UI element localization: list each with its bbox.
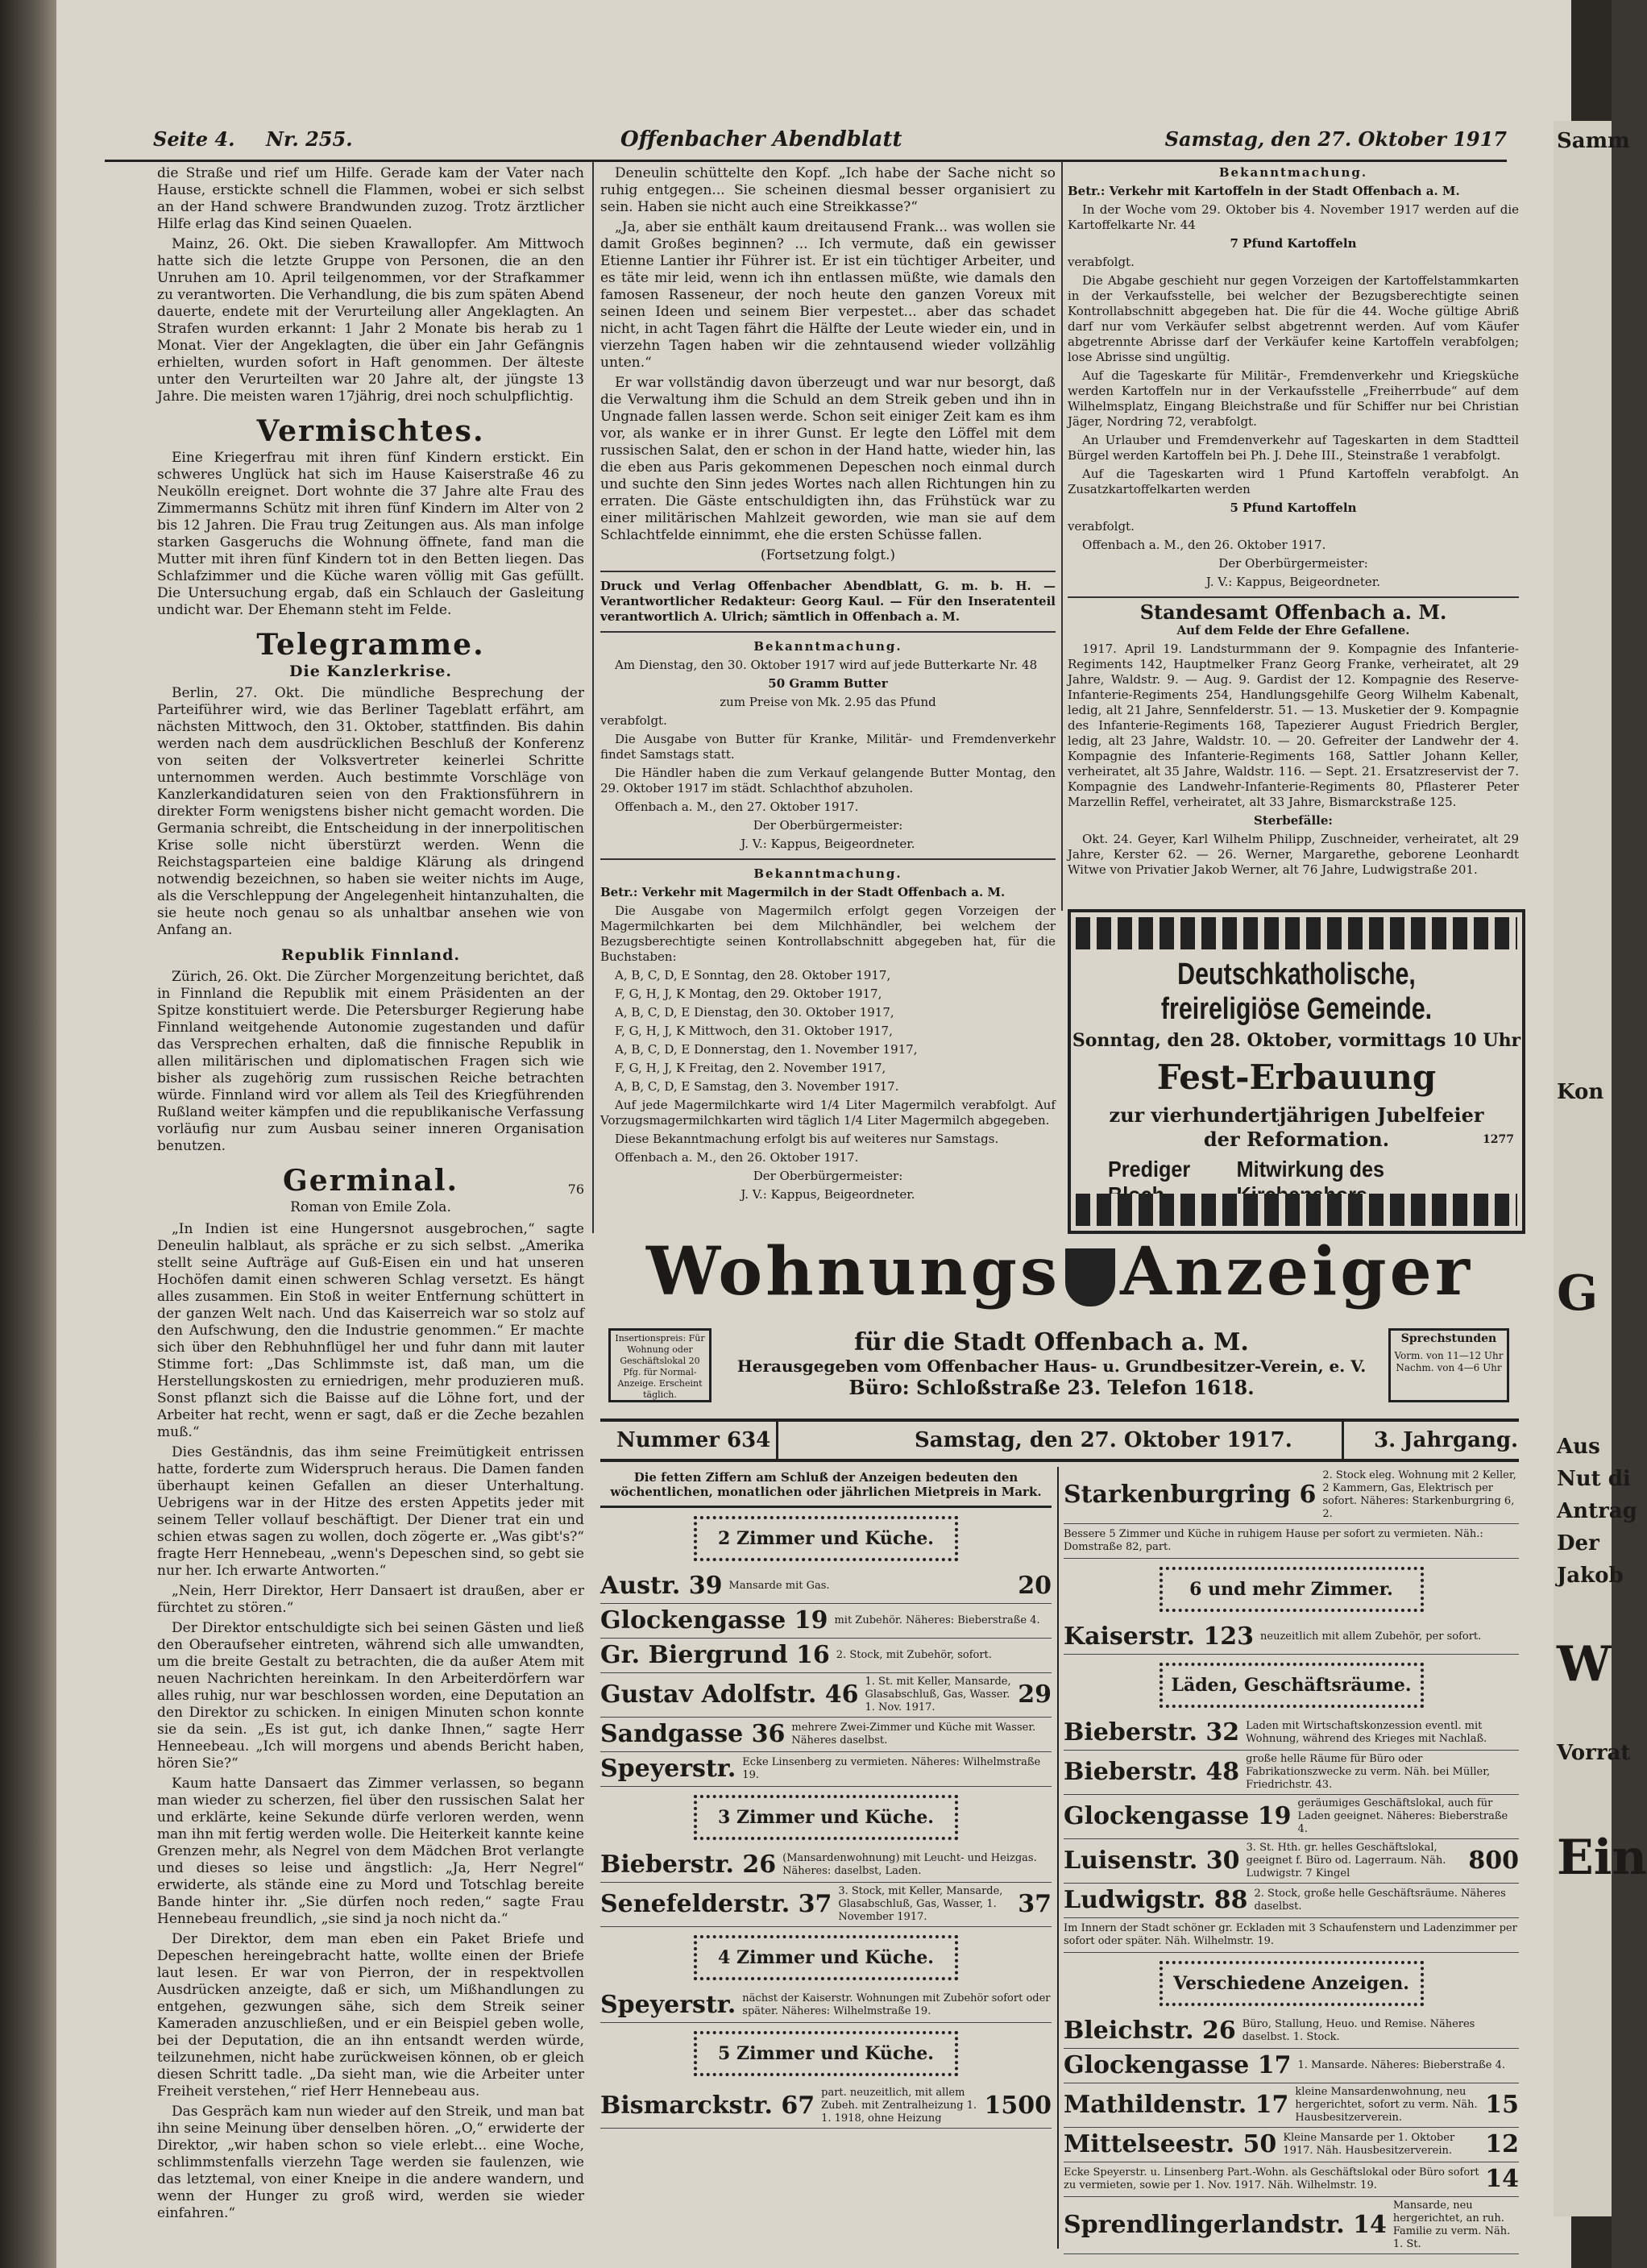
section-title-telegramme: Telegramme. [256,628,485,662]
ad-street: Bismarckstr. 67 [600,2091,815,2120]
standesamt-title: Standesamt Offenbach a. M. [1139,600,1447,624]
notice-subject: Betr.: Verkehr mit Kartoffeln in der Stadt Offenbach a. M. [1068,184,1460,198]
classified-ad [1064,1839,1519,1884]
adjacent-line: Jakob [1557,1564,1624,1588]
notice-text: verabfolgt. [1068,255,1135,269]
notice-signature: Der Oberbürgermeister: [753,818,903,833]
notice-price: zum Preise von Mk. 2.95 das Pfund [720,695,936,709]
classified-ad [1064,2162,1519,2197]
category-misc: Verschiedene Anzeigen. [1160,1961,1424,2006]
notice-day: F, G, H, J, K Freitag, den 2. November 1917, [615,1061,886,1075]
section-title-germinal: Germinal. [282,1164,459,1198]
notice-signature: Der Oberbürgermeister: [753,1169,903,1183]
classified-ad [1064,2014,1519,2049]
standesamt-text: 1917. April 19. Landsturmmann der 9. Kompagnie des Infanterie-Regiments 142, Hauptmelker Franz Georg Franke, verheiratet, alt 29 Jahre, Waldstr. 9. — Aug. 9. Gardist der 12. Kompagnie des Reserve-Infanterie-Regiments 254, Handlungsgehilfe Georg Wilhelm Kabenalt, ledig, alt 21 Jahre, Sennfelderstr. 51. — 13. Musketier der 9. Kompagnie des Infanterie-Regiments 168, Tapezierer August Friedrich Bergler, ledig, alt 23 Jahre, Waldstr. 10. — 20. Gefreiter der Landwehr der 4. Kompagnie des Infanterie-Regiments 168, Sattler Johann Keller, verheiratet, alt 35 Jahre, Waldstr. 116. — Sept. 21. Ersatzreservist der 7. Kompagnie des Landwehr-Infanterie-Regiments 80, Pflasterer Peter Marzellin Reffel, verheiratet, alt 33 Jahre, Bismarckstraße 125. [1068,642,1519,809]
notice-amount: 5 Pfund Kartoffeln [1230,501,1357,515]
ad-text: 2. Stock, mit Zubehör, sofort. [836,1649,992,1661]
anzeiger-publisher: Herausgegeben vom Offenbacher Haus- u. Grundbesitzer-Verein, e. V. [736,1356,1367,1376]
article-text: Mainz, 26. Okt. Die sieben Krawallopfer. Am Mittwoch hatte sich die letzte Gruppe von Personen, die an den Unruhen am 10. April teilgenommen, vor der Strafkammer zu verantworten. Die Verhandlung, die bis zum späten Abend dauerte, endete mit der Verurteilung aller Angeklagten. An Strafen wurden erkannt: 1 Jahr 2 Monate bis herab zu 1 Monat. Vier der Angeklagten, die über ein Jahr Gefängnis erhielten, wurden sofort in Haft genommen. Der älteste unter den Verurteilten war 20 Jahre alt, der jüngste 13 Jahre. Die meisten waren 17jährig, drei noch schulpflichtig. [157,236,584,405]
serial-author: Roman von Emile Zola. [290,1199,451,1215]
ad-price: 37 [1018,1890,1052,1918]
classified-ad [1064,2197,1519,2254]
classified-ad [1064,2083,1519,2128]
classified-ad [1064,1795,1519,1839]
page-header [105,121,1507,162]
category-6-rooms: 6 und mehr Zimmer. [1160,1567,1424,1612]
church-line: zur vierhundertjährigen Jubelfeier [1109,1103,1484,1127]
classified-ad [1064,1751,1519,1795]
adjacent-line: Der [1557,1531,1599,1556]
classified-ad [600,1673,1052,1718]
issue-bar [600,1419,1519,1462]
classified-ad [1064,1716,1519,1751]
ad-street: Gustav Adolfstr. 46 [600,1680,859,1709]
ads-right [1064,1467,1519,2254]
ad-street: Starkenburgring 6 [1064,1481,1317,1509]
notice-place: Offenbach a. M., den 26. Oktober 1917. [1082,538,1326,552]
adjacent-line: G [1557,1265,1599,1322]
church-preacher: Prediger [1108,1157,1191,1182]
classified-ad [600,1639,1052,1673]
ad-text: 3. Stock, mit Keller, Mansarde, Glasabschluß, Gas, Wasser, 1. November 1917. [838,1885,1003,1923]
classified-ad [600,1752,1052,1787]
ads-note: Die fetten Ziffern am Schluß der Anzeigen bedeuten den wöchentlichen, monatlichen oder jährlichen Mietpreis in Mark. [600,1467,1052,1508]
ad-street: Kaiserstr. 123 [1064,1622,1255,1651]
notice-day: A, B, C, D, E Sonntag, den 28. Oktober 1917, [615,968,891,982]
notice-signature: J. V.: Kappus, Beigeordneter. [741,1187,915,1202]
article-text: Zürich, 26. Okt. Die Zürcher Morgenzeitung berichtet, daß in Finnland die Republik mit einem Präsidenten an der Spitze konstituiert werde. Die Petersburger Regierung habe Finnland weitgehende Autonomie zugestanden und dafür das Versprechen erhalten, daß die finnische Republik in allen militärischen und diplomatischen Fragen sich wie bisher als zugehörig zum russischen Reiche betrachten würde. Finnland wird vor allem als Teil des Kriegführenden Rußland weiter kämpfen und die republikanische Verfassung vorläufig nur zum Ausbau seiner inneren Organisation benutzen. [157,969,584,1154]
ad-group [1064,1467,1519,1559]
article-text: Dies Geständnis, das ihm seine Freimütigkeit entrissen hatte, forderte zum Widerspruch heraus. Die Damen fanden überhaupt keinen Gefallen an dieser Unterhaltung. Uebrigens war in der Hitze des ersten Appetits jeder mit seinem Teller vollauf beschäftigt. Der Diener trat ein und schien etwas sagen zu wollen, doch zögerte er. „Was gibt's?“ fragte Herr Hennebeau, „wenn's Depeschen sind, so gebt sie nur her. Ich erwarte Antworten.“ [157,1444,584,1579]
office-hours-text: Vorm. von 11—12 Uhr Nachm. von 4—6 Uhr [1394,1350,1504,1373]
church-line: der Reformation. [1203,1128,1390,1151]
ad-text: große helle Räume für Büro oder Fabrikationszwecke zu verm. Näh. bei Müller, Friedrichstr. 43. [1246,1753,1491,1791]
ad-price: 1500 [984,2091,1052,2120]
office-hours-title: Sprechstunden [1400,1332,1497,1345]
adjacent-line: W [1557,1636,1612,1693]
ad-text: part. neuzeitlich, mit allem Zubeh. mit Zentralheizung 1. 1. 1918, ohne Heizung [821,2087,977,2125]
ad-street: Bieberstr. 32 [1064,1718,1240,1747]
column-middle [600,165,1056,1225]
anzeiger-subtitle: für die Stadt Offenbach a. M. [854,1328,1249,1356]
category-3-rooms: 3 Zimmer und Küche. [694,1795,958,1840]
ad-text: Ecke Linsenberg zu vermieten. Näheres: Wilhelmstraße 19. [742,1756,1041,1781]
adjacent-page-fragment [1554,121,1647,2216]
standesamt-subtitle: Auf dem Felde der Ehre Gefallene. [1176,623,1410,638]
divider [600,631,1056,633]
ad-price: 14 [1485,2165,1519,2193]
ad-street: Glockengasse 17 [1064,2051,1292,2079]
column-left [157,165,584,2245]
ornament-band [1076,1194,1517,1226]
classified-ad [1064,1620,1519,1655]
issue-year: 3. Jahrgang. [1374,1428,1519,1452]
notice-day: F, G, H, J, K Montag, den 29. Oktober 1917, [615,987,882,1001]
ad-group [600,1988,1052,2023]
ad-street: Gr. Biergrund 16 [600,1641,830,1669]
ad-street: Senefelderstr. 37 [600,1890,832,1918]
article-text: Kaum hatte Dansaert das Zimmer verlassen, so begann man wieder zu scherzen, fiel über den russischen Salat her und erklärte, keine Sekunde dürfe verloren werden, wenn man ihn mit fertig werden wolle. Die Heiterkeit kannte keine Grenzen mehr, als Negrel von dem Mädchen Brot verlangte und dieses so leise und ängstlich: „Ja, Herr Negrel“ erwiderte, als stände eine zu Mord und Totschlag bereite Bande hinter ihr. „Sie dürfen noch reden,“ sagte Frau Hennebeau freundlich, „sie sind ja noch nicht da.“ [157,1776,584,1927]
notice-amount: 7 Pfund Kartoffeln [1230,236,1357,251]
ad-street: Ludwigstr. 88 [1064,1886,1248,1914]
notice-day: A, B, C, D, E Samstag, den 3. November 1917. [615,1079,899,1094]
ad-text: 2. Stock, große helle Geschäftsräume. Näheres daselbst. [1254,1888,1506,1913]
ad-street: Austr. 39 [600,1572,723,1600]
notice-text: Auf die Tageskarte für Militär-, Fremdenverkehr und Kriegsküche werden Kartoffeln nur in der Verkaufsstelle „Freiherrbude“ auf dem Wilhelmsplatz, Eingang Bleichstraße und für Schiffer nur bei Christian Jäger, Nordring 72, verabfolgt. [1068,368,1519,429]
ad-text: Büro, Stallung, Heuo. und Remise. Näheres daselbst. 1. Stock. [1242,2018,1475,2043]
divider [600,571,1056,572]
article-text: Der Direktor, dem man eben ein Paket Briefe und Depeschen hereingebracht hatte, wollte einen der Briefe laut lesen. Er war von Pierron, der in respektvollen Ausdrücken anzeigte, daß er sich, um Mißhandlungen zu entgehen, gezwungen sähe, sich dem Streik seiner Kameraden anzuschließen, und er ein Beispiel geben wolle, bei der Deputation, die an ihn entsandt werden würde, teilzunehmen, nicht habe zurückweisen können, ob er gleich diesen Schritt tadle. „Da sieht man, wie die Arbeiter unter Freiheit verstehen,“ rief Herr Hennebeau aus. [157,1931,584,2100]
ad-street: Glockengasse 19 [600,1606,828,1635]
notice-text: Diese Bekanntmachung erfolgt bis auf weiteres nur Samstags. [615,1132,999,1146]
classified-ad [600,2084,1052,2129]
church-date: Sonntag, den 28. Oktober, vormittags 10 Uhr [1072,1030,1521,1051]
notice-signature: Der Oberbürgermeister: [1218,556,1368,571]
masthead-word: Wohnungs [646,1233,1061,1311]
notice-text: In der Woche vom 29. Oktober bis 4. November 1917 werden auf die Kartoffelkarte Nr. 44 [1068,202,1519,232]
notice-place: Offenbach a. M., den 26. Oktober 1917. [615,1150,859,1165]
classified-ad [1064,1524,1519,1559]
notice-magermilch [600,866,1056,1203]
ad-text: (Mansardenwohnung) mit Leucht- und Heizgas. Näheres: daselbst, Laden. [782,1852,1037,1877]
notice-text: Die Händler haben die zum Verkauf gelangende Butter Montag, den 29. Oktober 1917 im städt. Schlachthof abzuholen. [600,766,1056,795]
classified-ad [1064,1467,1519,1524]
subsection-title: Republik Finnland. [280,946,461,964]
ad-number: 1277 [1483,1133,1514,1146]
notice-text: Die Ausgabe von Magermilch erfolgt gegen Vorzeigen der Magermilchkarten bei dem Milchhändler, bei welchem der Bezugsberechtigte seinen Kontrollabschnitt abgegeben hat, für die Buchstaben: [600,903,1056,964]
ad-group [600,1569,1052,1787]
divider [1068,596,1519,598]
notice-text: verabfolgt. [600,713,667,728]
issue-separator [776,1422,778,1459]
ad-group [1064,2014,1519,2254]
notice-day: F, G, H, J, K Mittwoch, den 31. Oktober 1917, [615,1024,893,1038]
article-text: Das Gespräch kam nun wieder auf den Streik, und man bat ihn seine Meinung über denselben hören. „O,“ erwiderte der Direktor, „wir haben schon so viele erlebt... eine Woche, schlimmstenfalls vierzehn Tage werden sie faulenzen, wie das letztemal, von einer Kneipe in die andere wandern, und wenn der Hunger zu groß wird, werden sie wieder einfahren.“ [157,2104,584,2221]
ad-street: Bleichstr. 26 [1064,2017,1236,2045]
category-2-rooms: 2 Zimmer und Küche. [694,1516,958,1561]
classified-ad [600,1988,1052,2023]
notice-place: Offenbach a. M., den 27. Oktober 1917. [615,800,859,814]
notice-title: Bekanntmachung. [753,639,902,654]
adjacent-line: Samm [1557,129,1630,153]
classified-ad [600,1718,1052,1752]
ad-street: Mittelseestr. 50 [1064,2130,1277,2158]
notice-text: Die Ausgabe von Butter für Kranke, Militär- und Fremdenverkehr findet Samstags statt. [600,732,1056,762]
ad-price: 15 [1485,2091,1519,2119]
masthead-subtitle [721,1328,1382,1399]
ad-text: 3. St. Hth. gr. helles Geschäftslokal, geeignet f. Büro od. Lagerraum. Näh. Ludwigstr. 7 Kingel [1246,1842,1446,1880]
notice-title: Bekanntmachung. [753,866,902,881]
ad-group [1064,1716,1519,1953]
church-choir: Mitwirkung des [1236,1157,1385,1182]
ad-text: nächst der Kaiserstr. Wohnungen mit Zubehör sofort oder später. Näheres: Wilhelmstraße 19. [742,1992,1051,2017]
ad-street: Luisenstr. 30 [1064,1846,1240,1875]
ad-text: kleine Mansardenwohnung, neu hergerichtet, sofort zu verm. Näh. Hausbesitzerverein. [1295,2086,1478,2124]
ad-text: Ecke Speyerstr. u. Linsenberg Part.-Wohn. als Geschäftslokal oder Büro sofort zu vermieten, sowie per 1. Nov. 1917. Näh. Wilhelmstr. 19. [1064,2166,1479,2191]
ornament-band [1076,917,1517,949]
ad-text: Laden mit Wirtschaftskonzession eventl. mit Wohnung, während des Krieges mit Nachlaß. [1246,1720,1487,1745]
ad-group [600,1848,1052,1927]
article-text: „Ja, aber sie enthält kaum dreitausend Frank... was wollen sie damit Großes beginnen? ... Ich vermute, daß ein gewisser Etienne Lantier ihr Führer ist. Er ist ein tüchtiger Arbeiter, und es täte mir leid, wenn ich ihn entlassen müßte, wie damals den famosen Rasseneur, der noch heute den ganzen Voreux mit seinen Ideen und seinem Bier verpestet... aber das schadet nicht, in acht Tagen fährt die Hälfte der Leute wieder ein, und in vierzehn Tagen haben wir die zehntausend wieder vollzählig unten.“ [600,219,1056,371]
ad-text: mit Zubehör. Näheres: Bieberstraße 4. [834,1614,1040,1626]
church-line-row [1071,1128,1522,1152]
anzeiger-office: Büro: Schloßstraße 23. Telefon 1618. [848,1376,1255,1399]
column-divider [592,161,594,1233]
notice-butter [600,639,1056,852]
notice-signature: J. V.: Kappus, Beigeordneter. [1205,575,1381,589]
article-text: Der Direktor entschuldigte sich bei seinen Gästen und ließ den Oberaufseher eintreten, während sich alle umwandten, um die breite Gestalt zu betrachten, die da außer Atem mit neuen Nachrichten hereinkam. In den Arbeiterdörfern war alles ruhig, nur war beschlossen worden, eine Deputation an den Direktor zu schicken. In einigen Minuten schon konnte sie da sein. „Es ist gut, ich danke Ihnen,“ sagte Herr Henneebeau. „Ich will morgens und abends Bericht haben, hören Sie?“ [157,1620,584,1772]
classified-ad [600,1883,1052,1927]
anzeiger-masthead [600,1233,1519,1314]
classified-ad [1064,1884,1519,1918]
ad-text: Bessere 5 Zimmer und Küche in ruhigem Hause per sofort zu vermieten. Näh.: Domstraße 82, part. [1064,1528,1483,1553]
classified-ad [1064,2128,1519,2162]
ad-street: Glockengasse 19 [1064,1802,1292,1830]
ad-street: Mathildenstr. 17 [1064,2091,1289,2119]
wohnungs-anzeiger [600,1233,1519,2257]
notice-text: Auf jede Magermilchkarte wird 1/4 Liter Magermilch verabfolgt. Auf Vorzugsmagermilchkarten wird täglich 1/4 Liter Magermilch abgegeben. [600,1098,1056,1128]
adjacent-line: Ein [1557,1830,1647,1886]
article-text: Er war vollständig davon überzeugt und war nur besorgt, daß die Verwaltung ihm die Schuld an dem Streik geben und ihn in Ungnade fallen lassen werde. Schon seit einiger Zeit kam es ihm vor, als wanke er in ihrer Gunst. Er legte den Löffel mit dem russischen Salat, den er schon in der Hand hatte, wieder hin, las die eben aus Paris gekommenen Depeschen noch einmal durch und suchte den Sinn jedes Wortes nach allen Richtungen hin zu erraten. Die Gäste entschuldigten ihn, das Frühstück war zu einer militärischen Mahlzeit geworden, wie man sie auf dem Schlachtfelde einnimmt, ehe die ersten Schüsse fallen. [600,375,1056,543]
ads-divider [1057,1467,1059,2249]
category-5-rooms: 5 Zimmer und Küche. [694,2031,958,2076]
ad-street: Bieberstr. 48 [1064,1758,1240,1786]
serial-heading [157,1164,584,1198]
ad-price: 800 [1468,1846,1519,1875]
notice-signature: J. V.: Kappus, Beigeordneter. [741,837,915,851]
ad-text: geräumiges Geschäftslokal, auch für Laden geeignet. Näheres: Bieberstraße 4. [1297,1797,1508,1835]
ad-text: 1. St. mit Keller, Mansarde, Glasabschluß, Gas, Wasser. 1. Nov. 1917. [865,1676,1011,1713]
ad-group [1064,1620,1519,1655]
article-text: „In Indien ist eine Hungersnot ausgebrochen,“ sagte Deneulin halblaut, als spräche er zu sich selbst. „Amerika stellt seine Aufträge auf Guß-Eisen ein und hat unseren Hochöfen damit einen schweren Schlag versetzt. Es hängt alles zusammen. Ein Stoß in weiter Entfernung schüttert in der ganzen Welt nach. Und das Kaiserreich war so stolz auf den Aufschwung, den die Industrie genommen.“ Er machte sich über den Rebhuhnflügel her und fuhr dann mit lauter Stimme fort: „Das Schlimmste ist, daß man, um die Herstellungskosten zu erniedrigen, mehr produzieren muß. Sonst pflanzt sich die Baisse auf die Löhne fort, und der Arbeiter hat recht, wenn er sagt, daß er die Zeche bezahlen muß.“ [157,1221,584,1440]
church-event: Fest-Erbauung [1156,1057,1437,1097]
church-title: Deutschkatholische, freireligiöse Gemeinde. [1160,957,1433,1026]
notice-title: Bekanntmachung. [1218,165,1368,180]
ad-street: Speyerstr. [600,1991,736,2019]
insertion-price-box: Insertionspreis: Für Wohnung oder Geschäftslokal 20 Pfg. für Normal-Anzeige. Erscheint täglich. [608,1328,711,1402]
issue-date: Samstag, den 27. Oktober 1917. [915,1428,1292,1452]
paper-title: Offenbacher Abendblatt [620,127,902,152]
ad-text: mehrere Zwei-Zimmer und Küche mit Wasser. Näheres daselbst. [791,1722,1036,1747]
classified-ad [600,1569,1052,1604]
classified-ad [600,1604,1052,1639]
city-crest-icon [1065,1248,1115,1306]
imprint: Druck und Verlag Offenbacher Abendblatt, G. m. b. H. — Verantwortlicher Redakteur: Georg Kaul. — Für den Inseratenteil verantwortlich A. Ulrich; sämtlich in Offenbach a. M. [600,579,1056,624]
notice-text: An Urlauber und Fremdenverkehr auf Tageskarten in dem Stadtteil Bürgel werden Kartoffeln bei Ph. J. Dehe III., Steinstraße 1 verabfolgt. [1068,433,1519,463]
notice-text: Die Abgabe geschieht nur gegen Vorzeigen der Kartoffelstammkarten in der Verkaufsstelle, bei welcher der Bezugsberechtigte seinen Kontrollabschnitt abgegeben hat. Die für die 44. Woche gültige Abriß darf nur vom Verkäufer selbst abgetrennt werden. Auf vom Käufer abgetrennte Abrisse darf der Verkäufer keine Kartoffeln verabfolgen; lose Abrisse sind ungültig. [1068,273,1519,364]
ad-price: 20 [1018,1572,1052,1600]
article-text: Eine Kriegerfrau mit ihren fünf Kindern erstickt. Ein schweres Unglück hat sich im Hause Kaiserstraße 46 zu Neukölln ereignet. Dort wohnte die 37 Jahre alte Frau des Zimmermanns Schütz mit ihren fünf Kindern im Alter von 2 bis 12 Jahren. Die Frau trug Zeitungen aus. Als man infolge starken Gasgeruchs die Wohnung öffnete, fand man die Mutter mit ihren fünf Kindern tot in den Betten liegen. Das Schlafzimmer und die Küche waren völlig mit Gas gefüllt. Die Untersuchung ergab, daß ein Schlauch der Gasleitung undicht war. Der Ehemann steht im Felde. [157,450,584,618]
office-hours-box [1388,1328,1509,1402]
ad-street: Sandgasse 36 [600,1720,786,1748]
adjacent-line: Antrag [1557,1499,1637,1523]
serial-number: 76 [567,1182,584,1197]
notice-day: A, B, C, D, E Donnerstag, den 1. November 1917, [615,1042,918,1057]
ad-street: Bieberstr. 26 [600,1851,777,1879]
article-text: Berlin, 27. Okt. Die mündliche Besprechung der Parteiführer wird, wie das Berliner Tageblatt erfährt, am nächsten Mittwoch, den 31. Oktober, stattfinden. Bis dahin werden nach dem ausdrücklichen Beschluß der Konferenz von seiten der Volksvertreter keinerlei Schritte unternommen werden. Auch bestimmte Vorschläge von Kanzlerkandidaturen seien von den Fraktionsführern in direkter Form wenigstens bisher nicht gemacht worden. Die Germania schreibt, die Entscheidung in der innerpolitischen Krise solle nicht überstürzt werden. Wenn die Reichstagsparteien eine baldige Klärung als dringend notwendig bezeichnen, so haben sie weiter nichts im Auge, als die Verschleppung der Angelegenheit hintanzuhalten, die sie heute noch genau so als unhaltbar ansehen wie von Anfang an. [157,685,584,938]
ad-group [600,2084,1052,2129]
section-title-vermischtes: Vermischtes. [256,414,485,448]
continuation-note: (Fortsetzung folgt.) [760,547,896,563]
ad-text: Mansarde, neu hergerichtet, an ruh. Familie zu verm. Näh. 1. St. [1392,2199,1511,2250]
article-text: „Nein, Herr Direktor, Herr Dansaert ist draußen, aber er fürchtet zu stören.“ [157,1583,584,1616]
masthead-word: Anzeiger [1120,1233,1473,1311]
column-divider [1061,161,1063,911]
adjacent-line: Kon [1557,1080,1604,1104]
notice-text: Am Dienstag, den 30. Oktober 1917 wird auf jede Butterkarte Nr. 48 [615,658,1038,672]
subsection-title: Die Kanzlerkrise. [289,663,452,680]
notice-text: Auf die Tageskarten wird 1 Pfund Kartoffeln verabfolgt. An Zusatzkartoffelkarten werden [1068,467,1519,496]
article-text: Deneulin schüttelte den Kopf. „Ich habe der Sache nicht so ruhig entgegen... Sie scheinen diesmal besser organisiert zu sein. Haben sie nicht auch eine Streikkasse?“ [600,165,1056,215]
adjacent-line: Nut di [1557,1467,1631,1491]
ad-text: 1. Mansarde. Näheres: Bieberstraße 4. [1297,2059,1506,2071]
issue-number: Nr. 255. [266,127,353,151]
notice-subject: Betr.: Verkehr mit Magermilch in der Stadt Offenbach a. M. [600,885,1006,899]
classified-ad [1064,2049,1519,2083]
notice-amount: 50 Gramm Butter [768,676,888,691]
article-text: die Straße und rief um Hilfe. Gerade kam der Vater nach Hause, erstickte schnell die Flammen, wobei er sich selbst an der Hand schwere Brandwunden zuzog. Trotz ärztlicher Hilfe erlag das Kind seinen Quaelen. [157,165,584,232]
classified-ad [600,1848,1052,1883]
ad-text: neuzeitlich mit allem Zubehör, per sofort. [1260,1630,1482,1643]
category-shops: Läden, Geschäftsräume. [1160,1663,1424,1708]
church-advertisement [1068,909,1525,1234]
ad-price: 29 [1018,1680,1052,1709]
notice-text: verabfolgt. [1068,519,1135,534]
header-date: Samstag, den 27. Oktober 1917 [1164,127,1507,151]
notice-day: A, B, C, D, E Dienstag, den 30. Oktober 1917, [615,1005,894,1020]
adjacent-line: Aus [1557,1435,1600,1459]
sterbefaelle-text: Okt. 24. Geyer, Karl Wilhelm Philipp, Zuschneider, verheiratet, alt 29 Jahre, Kerster 62. — 26. Werner, Margarethe, geborene Leonhardt Witwe von Privatier Jakob Werner, alt 76 Jahre, Ludwigstraße 201. [1068,832,1519,877]
divider [600,858,1056,860]
issue-separator [1342,1422,1344,1459]
ad-text: 2. Stock eleg. Wohnung mit 2 Keller, 2 Kammern, Gas, Elektrisch per sofort. Näheres: Starkenburgring 6, 2. [1322,1469,1516,1520]
ad-text: Mansarde mit Gas. [728,1580,830,1592]
book-binding [0,0,56,2268]
ad-street: Sprendlingerlandstr. 14 [1064,2211,1387,2239]
ad-street: Speyerstr. [600,1755,736,1783]
adjacent-line: Vorrat [1557,1741,1631,1765]
category-4-rooms: 4 Zimmer und Küche. [694,1935,958,1980]
classified-ad [1064,1918,1519,1953]
page-number: Seite 4. [153,127,235,151]
ad-price: 12 [1485,2130,1519,2158]
issue-no: Nummer 634 [616,1428,771,1452]
ad-text: Im Innern der Stadt schöner gr. Eckladen mit 3 Schaufenstern und Ladenzimmer per sofort oder später. Näh. Wilhelmstr. 19. [1064,1922,1517,1947]
sterbefaelle-title: Sterbefälle: [1254,813,1333,828]
ads-left [600,1467,1052,2129]
ad-text: Kleine Mansarde per 1. Oktober 1917. Näh. Hausbesitzerverein. [1283,2132,1455,2157]
